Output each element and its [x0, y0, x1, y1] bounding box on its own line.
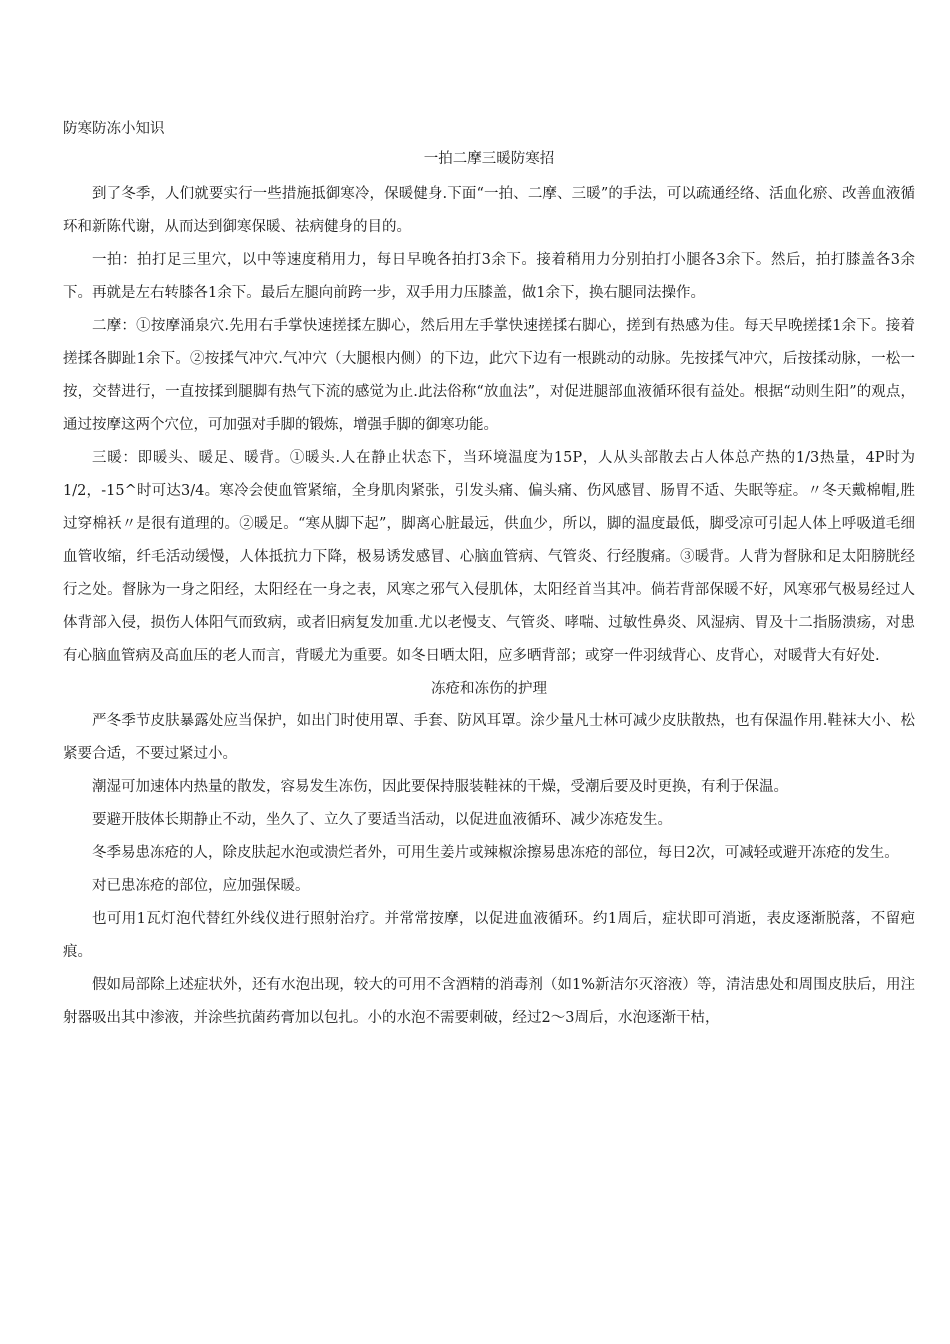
paragraph-blister: 假如局部除上述症状外，还有水泡出现，较大的可用不含酒精的消毒剂（如1%新洁尔灭溶液）等，清洁患处和周围皮肤后，用注射器吸出其中渗液，并涂些抗菌药膏加以包扎。小的水泡不需要刺破，经过2〜3周后，水泡逐渐干枯，: [63, 977, 915, 1026]
section-title-frostbite-care: 冻疮和冻伤的护理: [431, 681, 547, 697]
paragraph-intro: 到了冬季，人们就要实行一些措施抵御寒冷，保暖健身.下面“一拍、二摩、三暖”的手法，可以疏通经络、活血化瘀、改善血液循环和新陈代谢，从而达到御寒保暖、祛病健身的目的。: [63, 186, 915, 235]
paragraph-protect-skin: 严冬季节皮肤暴露处应当保护，如出门时使用罩、手套、防风耳罩。涂少量凡士林可减少皮肤散热，也有保温作用.鞋袜大小、松紧要合适，不要过紧过小。: [63, 713, 915, 762]
paragraph-pat: 一拍：拍打足三里穴，以中等速度稍用力，每日早晚各拍打3余下。接着稍用力分别拍打小腿各3余下。然后，拍打膝盖各3余下。再就是左右转膝各1余下。最后左腿向前跨一步，双手用力压膝盖，做1余下，换右腿同法操作。: [63, 252, 915, 301]
paragraph-ginger: 冬季易患冻疮的人，除皮肤起水泡或溃烂者外，可用生姜片或辣椒涂擦易患冻疮的部位，每日2次，可减轻或避开冻疮的发生。: [92, 845, 899, 861]
document-title: 防寒防冻小知识: [63, 121, 165, 137]
paragraph-move: 要避开肢体长期静止不动，坐久了、立久了要适当活动，以促进血液循环、减少冻疮发生。: [92, 812, 672, 828]
paragraph-lamp: 也可用1瓦灯泡代替红外线仪进行照射治疗。并常常按摩，以促进血液循环。约1周后，症状即可消逝，表皮逐渐脱落，不留疤痕。: [63, 911, 915, 960]
paragraph-keep-warm: 对已患冻疮的部位，应加强保暖。: [92, 878, 310, 894]
paragraph-warm: 三暖：即暖头、暖足、暖背。①暖头.人在静止状态下，当环境温度为15P，人从头部散去占人体总产热的1/3热量，4P时为1/2，-15^时可达3/4。寒冷会使血管紧缩，全身肌肉紧张，引发头痛、偏头痛、伤风感冒、肠胃不适、失眠等症。〃冬天戴棉帽,胜过穿棉袄〃是很有道理的。②暖足。“寒从脚下起”，脚离心脏最远，供血少，所以，脚的温度最低，脚受凉可引起人体上呼吸道毛细血管收缩，纤毛活动缓慢，人体抵抗力下降，极易诱发感冒、心脑血管病、气管炎、行经腹痛。③暖背。人背为督脉和足太阳膀胱经行之处。督脉为一身之阳经，太阳经在一身之表，风寒之邪气入侵肌体，太阳经首当其冲。倘若背部保暖不好，风寒邪气极易经过人体背部入侵，损伤人体阳气而致病，或者旧病复发加重.尤以老慢支、气管炎、哮喘、过敏性鼻炎、风湿病、胃及十二指肠溃疡，对患有心脑血管病及高血压的老人而言，背暖尤为重要。如冬日晒太阳，应多晒背部；或穿一件羽绒背心、皮背心，对暖背大有好处.: [63, 450, 915, 664]
section-title-cold-prevention: 一拍二摩三暖防寒招: [423, 151, 555, 167]
paragraph-keep-dry: 潮湿可加速体内热量的散发，容易发生冻伤，因此要保持服装鞋袜的干燥，受潮后要及时更换，有利于保温。: [92, 779, 788, 795]
paragraph-massage: 二摩：①按摩涌泉穴.先用右手掌快速搓揉左脚心，然后用左手掌快速搓揉右脚心，搓到有热感为佳。每天早晚搓揉1余下。接着搓揉各脚趾1余下。②按揉气冲穴.气冲穴（大腿根内侧）的下边，此穴下边有一根跳动的动脉。先按揉气冲穴，后按揉动脉，一松一按，交替进行，一直按揉到腿脚有热气下流的感觉为止.此法俗称“放血法”，对促进腿部血液循环很有益处。根据“动则生阳”的观点，通过按摩这两个穴位，可加强对手脚的锻炼，增强手脚的御寒功能。: [63, 318, 915, 433]
document-page: [63, 118, 915, 1035]
